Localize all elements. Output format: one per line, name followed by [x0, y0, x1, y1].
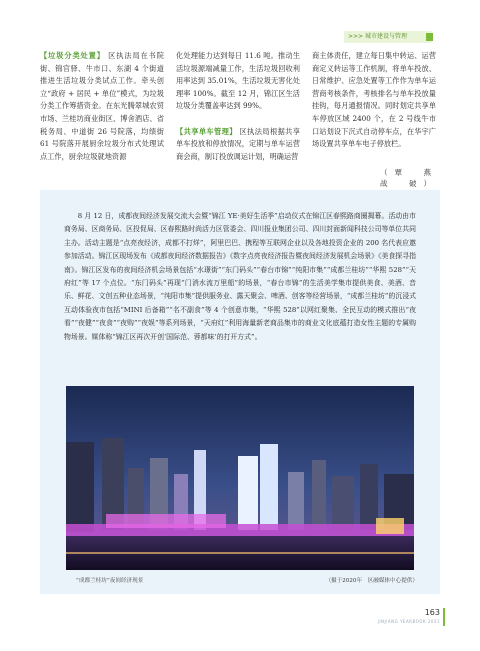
- page-number: 163: [424, 608, 440, 617]
- photo-caption: “成都兰桂坊”夜间经济现景: [76, 578, 144, 584]
- night-economy-photo: [66, 386, 414, 570]
- column-1-text: 区执法局在书院街、锦官驿、牛市口、东湖 4 个街道推进生活垃圾分类试点工作。牵头创立“政府 + 居民 + 单位”模式，为垃圾分类工作筹措资金。在东光腾翠城农贸市场、兰桂坊商业街区、博舍酒店、省税务局、中道街 26 号院落，均绩街 61 号院落开展厨余垃圾分布式处理试点工作，厨余垃圾就地资源: [40, 51, 164, 161]
- page-subtitle: JINJIANG YEARBOOK 2021: [377, 619, 440, 624]
- photo-credit: （摄于2020年 区融媒体中心提供）: [325, 578, 418, 584]
- page-marker-line: [443, 608, 445, 626]
- column-2-text-2: 区执法局根据共享单车投放和停放情况，定期与单车运营商会商，制订投放调运计划，明确运营: [176, 126, 300, 161]
- column-3: [312, 50, 436, 151]
- section-header-title: >>> 城市建设与管理: [348, 33, 407, 40]
- author-credit: （覃 燕 战 破）: [380, 168, 453, 188]
- column-1: [40, 50, 164, 163]
- column-2-text: 化处理能力达到每日 11.6 吨。推动生活垃圾源端减量工作，生活垃圾回收利用率达到 35.01%，生活垃圾无害化处理率 100%。截至 12 月，锦江区生活垃圾分类覆盖率达到 99%。: [176, 51, 300, 111]
- section-heading-garbage: 【垃圾分类处置】: [40, 51, 105, 60]
- column-2: [176, 50, 300, 163]
- section-heading-bikes: 【共享单车管理】: [176, 126, 237, 136]
- section-header-marker: [426, 33, 433, 41]
- article-columns: [40, 50, 436, 185]
- feature-panel-text: 8 月 12 日，成都夜间经济发展交流大会暨“锦江 YE·美好生活季”启动仪式在锦江区春熙路商圈揭幕。活动由市商务局、区商务局、区投促局、区春熙路时尚活力区管委会、四川报业集团公司、四川封面新闻科技公司等单位共同主办。活动主题是“点亮夜经济，成都不打烊”，阿里巴巴、携程等互联网企业以及各地投资企业的 200 名代表应邀参加活动。锦江区现场发布《成都夜间经济数据报告》《数字点亮夜经济报告暨夜间经济发展机会场景》《美食探寻指南》。锦江区发布的夜间经济机会场景包括“水璟街”“东门码头”“春台市锦”“纯阳市集”“成都兰桂坊”“华熙 528”“天府红”等 17 个点位。“东门码头”再现“门消水流万里船”的场景，“春台市锦”的生活美学集市提供美食、美酒、音乐、鲜花、文创五种业态场景，“纯阳市集”提供服务业、露天聚会、啤酒、创客等经营场景，“成都兰桂坊”的沉浸式互动体验夜市包括“MINI 后备箱”“名不副食”等 4 个创意市集，“华熙 528”以网红聚集、全民互动的模式推出“夜看”“夜健”“夜食”“夜购”“夜娱”等系列场景，“天府红”利用海量新老商品集市的商业文化底蕴打造女性主题的专属购物场景。媒体称“锦江区再次开创‘国际范、蓉都味’的打开方式”。: [64, 212, 416, 341]
- column-3-text: 商主体责任，建立每日集中转运、运营商定义转运等工作机制，将单车投放、日常维护、应急处置等工作作为单车运营商考核条件，考核排名与单车投放量挂钩，每月通报情况。同时划定共享单车停放区域 2400 个，在 2 号线牛市口站划设下沉式自动停车点，在华宇广场设置共享单车电子停放栏。: [312, 51, 436, 149]
